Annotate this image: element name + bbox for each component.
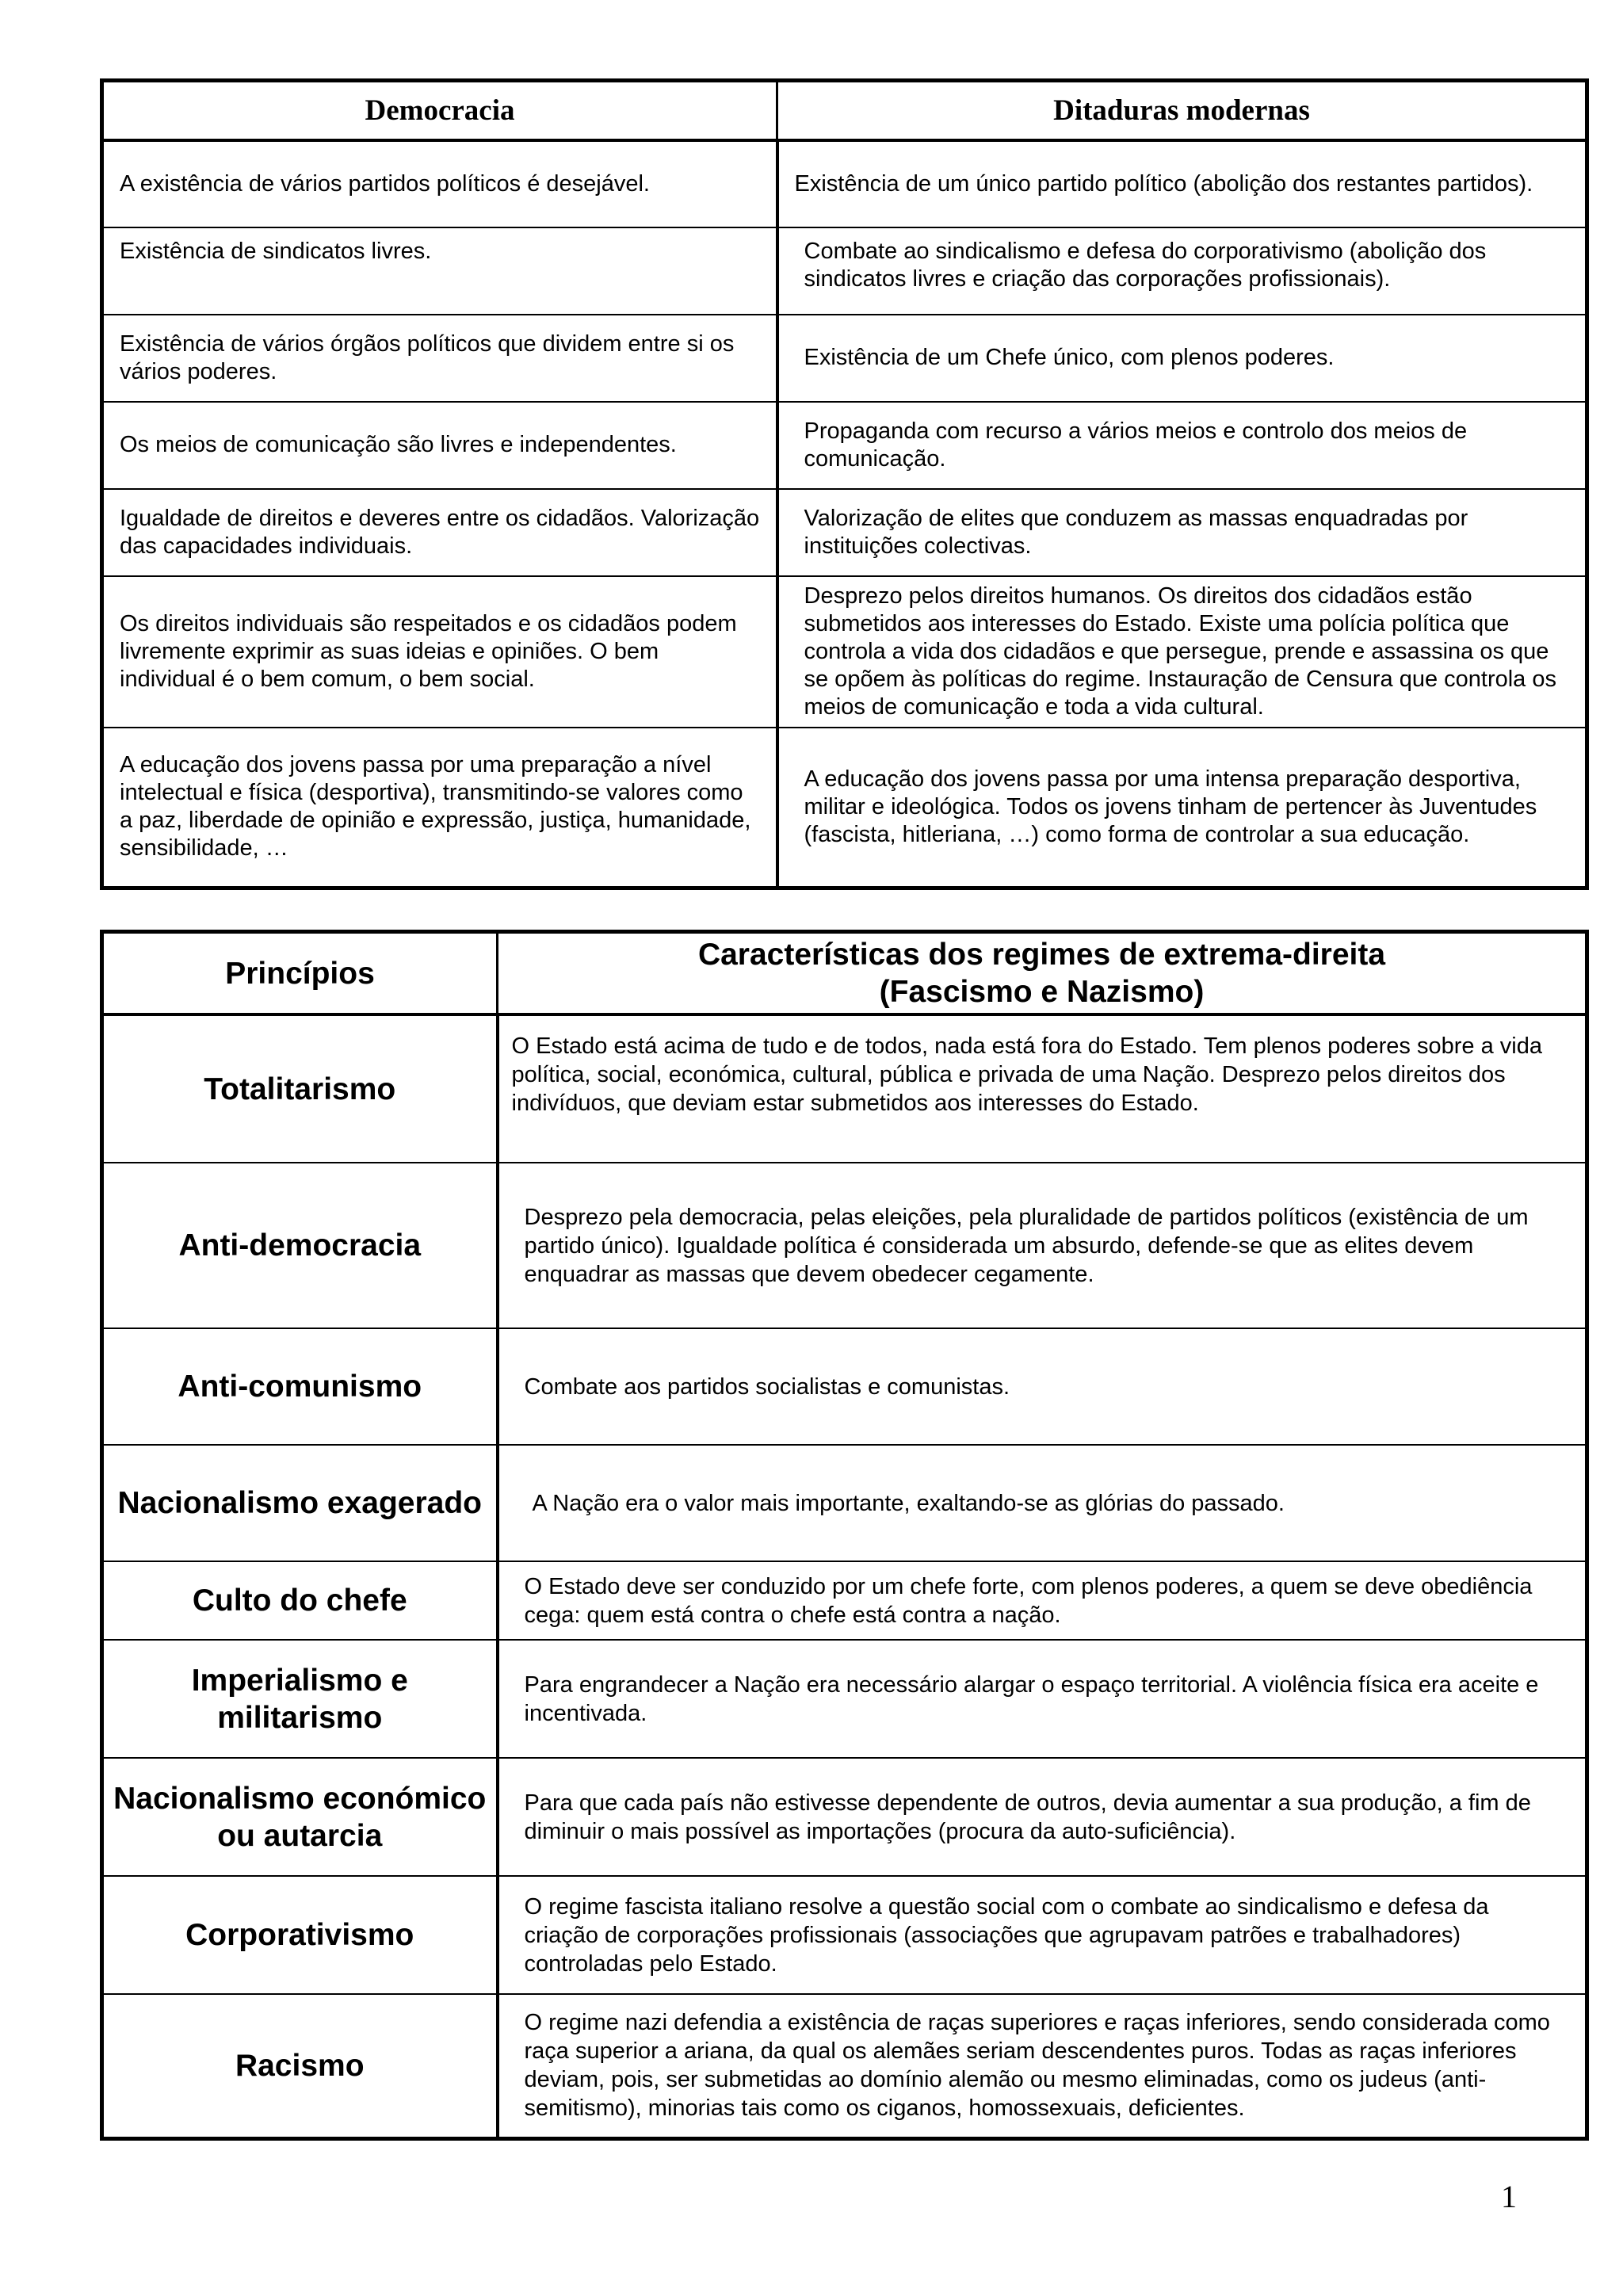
- table-row: [102, 1328, 1587, 1445]
- table-row: [102, 728, 1587, 888]
- democracia-cell: Igualdade de direitos e deveres entre os cidadãos. Valorização das capacidades individuais.: [102, 489, 777, 576]
- table-row: [102, 1163, 1587, 1328]
- principio-cell: Nacionalismo exagerado: [102, 1445, 498, 1561]
- header-democracia: Democracia: [102, 81, 777, 141]
- table-row: [102, 489, 1587, 576]
- table-row: [102, 1561, 1587, 1640]
- caracteristica-cell: Desprezo pela democracia, pelas eleições, pela pluralidade de partidos políticos (existência de um partido único). Igualdade política é considerada um absurdo, defende-se que as elites devem enquadrar as massas que devem obedecer cegamente.: [498, 1163, 1587, 1328]
- principio-cell: Culto do chefe: [102, 1561, 498, 1640]
- caracteristica-cell: A Nação era o valor mais importante, exaltando-se as glórias do passado.: [498, 1445, 1587, 1561]
- header-caracteristicas-line2: (Fascismo e Nazismo): [879, 975, 1205, 1009]
- principio-cell: Nacionalismo económico ou autarcia: [102, 1758, 498, 1876]
- caracteristica-cell: Para engrandecer a Nação era necessário alargar o espaço territorial. A violência física era aceite e incentivada.: [498, 1640, 1587, 1758]
- table-row: [102, 1876, 1587, 1994]
- democracia-cell: Existência de vários órgãos políticos que dividem entre si os vários poderes.: [102, 315, 777, 402]
- header-caracteristicas-line1: Características dos regimes de extrema-direita: [697, 938, 1386, 972]
- democracia-cell: Os direitos individuais são respeitados e os cidadãos podem livremente exprimir as suas ideias e opiniões. O bem individual é o bem comum, o bem social.: [102, 576, 777, 728]
- table-row: [102, 227, 1587, 315]
- page-number: 1: [1501, 2179, 1517, 2214]
- table-row: [102, 1014, 1587, 1163]
- table-row: [102, 1445, 1587, 1561]
- democracia-ditaduras-table: [100, 78, 1589, 890]
- table-row: [102, 1758, 1587, 1876]
- header-ditaduras: Ditaduras modernas: [777, 81, 1587, 141]
- caracteristica-cell: O Estado está acima de tudo e de todos, nada está fora do Estado. Tem plenos poderes sobre a vida política, social, económica, cultural, pública e privada de uma Nação. Desprezo pelos direitos dos indivíduos, que deviam estar submetidos aos interesses do Estado.: [498, 1014, 1587, 1163]
- principio-cell: Racismo: [102, 1994, 498, 2138]
- caracteristica-cell: O regime nazi defendia a existência de raças superiores e raças inferiores, sendo considerada como raça superior a ariana, da qual os alemães seriam descendentes puros. Todas as raças inferiores deviam, pois, ser submetidas ao domínio alemão ou mesmo eliminadas, como os judeus (anti-semitismo), minorias tais como os ciganos, homossexuais, deficientes.: [498, 1994, 1587, 2138]
- ditaduras-cell: Existência de um Chefe único, com plenos poderes.: [777, 315, 1587, 402]
- ditaduras-cell: Valorização de elites que conduzem as massas enquadradas por instituições colectivas.: [777, 489, 1587, 576]
- ditaduras-cell: Existência de um único partido político (abolição dos restantes partidos).: [777, 140, 1587, 227]
- ditaduras-cell: A educação dos jovens passa por uma intensa preparação desportiva, militar e ideológica. Todos os jovens tinham de pertencer às Juventudes (fascista, hitleriana, …) como forma de controlar a sua educação.: [777, 728, 1587, 888]
- principio-cell: Anti-comunismo: [102, 1328, 498, 1445]
- democracia-cell: A educação dos jovens passa por uma preparação a nível intelectual e física (desportiva), transmitindo-se valores como a paz, liberdade de opinião e expressão, justiça, humanidade, sensibilidade, …: [102, 728, 777, 888]
- democracia-cell: A existência de vários partidos políticos é desejável.: [102, 140, 777, 227]
- table-row: [102, 1994, 1587, 2138]
- caracteristica-cell: Combate aos partidos socialistas e comunistas.: [498, 1328, 1587, 1445]
- table-row: [102, 140, 1587, 227]
- caracteristica-cell: Para que cada país não estivesse dependente de outros, devia aumentar a sua produção, a fim de diminuir o mais possível as importações (procura da auto-suficiência).: [498, 1758, 1587, 1876]
- ditaduras-cell: Propaganda com recurso a vários meios e controlo dos meios de comunicação.: [777, 402, 1587, 489]
- table-row: [102, 315, 1587, 402]
- header-caracteristicas: [498, 932, 1587, 1015]
- ditaduras-cell: Combate ao sindicalismo e defesa do corporativismo (abolição dos sindicatos livres e criação das corporações profissionais).: [777, 227, 1587, 315]
- principio-cell: Imperialismo e militarismo: [102, 1640, 498, 1758]
- principios-table: [100, 930, 1589, 2141]
- table-header-row: [102, 81, 1587, 141]
- caracteristica-cell: O regime fascista italiano resolve a questão social com o combate ao sindicalismo e defesa da criação de corporações profissionais (associações que agrupavam patrões e trabalhadores) controladas pelo Estado.: [498, 1876, 1587, 1994]
- header-principios: Princípios: [102, 932, 498, 1015]
- democracia-cell: Existência de sindicatos livres.: [102, 227, 777, 315]
- table-row: [102, 576, 1587, 728]
- democracia-cell: Os meios de comunicação são livres e independentes.: [102, 402, 777, 489]
- table-row: [102, 402, 1587, 489]
- table-row: [102, 1640, 1587, 1758]
- table-header-row: [102, 932, 1587, 1015]
- principio-cell: Anti-democracia: [102, 1163, 498, 1328]
- principio-cell: Totalitarismo: [102, 1014, 498, 1163]
- caracteristica-cell: O Estado deve ser conduzido por um chefe forte, com plenos poderes, a quem se deve obediência cega: quem está contra o chefe está contra a nação.: [498, 1561, 1587, 1640]
- principio-cell: Corporativismo: [102, 1876, 498, 1994]
- ditaduras-cell: Desprezo pelos direitos humanos. Os direitos dos cidadãos estão submetidos aos interesses do Estado. Existe uma polícia política que controla a vida dos cidadãos e que persegue, prende e assassina os que se opõem às políticas do regime. Instauração de Censura que controla os meios de comunicação e toda a vida cultural.: [777, 576, 1587, 728]
